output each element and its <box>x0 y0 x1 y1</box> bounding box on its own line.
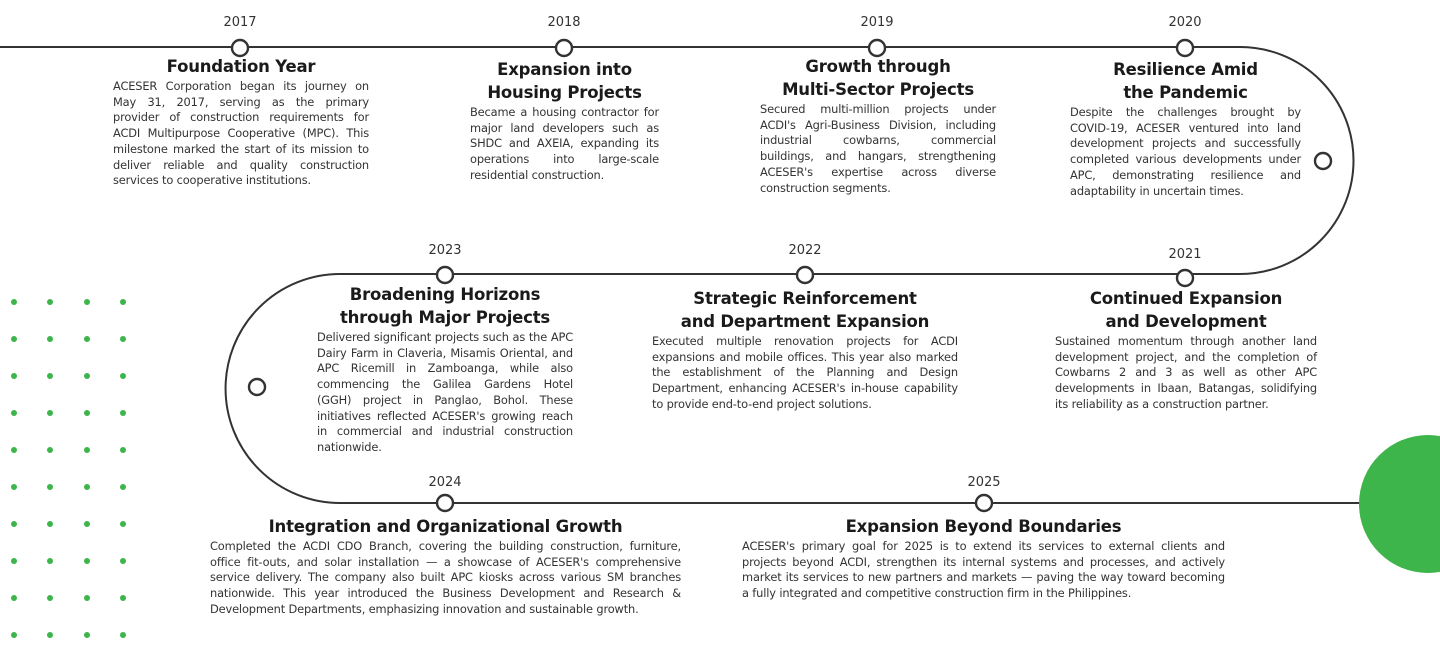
decorative-dot <box>84 299 90 305</box>
decorative-dot <box>120 484 126 490</box>
milestone-title: Resilience Amid the Pandemic <box>1113 60 1258 102</box>
year-label: 2023 <box>428 243 462 258</box>
decorative-dot <box>84 336 90 342</box>
node-arc-left <box>249 379 265 395</box>
milestone-title: Integration and Organizational Growth <box>268 517 623 536</box>
decorative-dot <box>84 558 90 564</box>
decorative-dot <box>11 410 17 416</box>
year-label: 2020 <box>1168 15 1202 30</box>
decorative-dot <box>11 336 17 342</box>
decorative-dot <box>11 632 17 638</box>
year-label: 2018 <box>547 15 581 30</box>
decorative-dot <box>120 632 126 638</box>
year-label: 2019 <box>860 15 894 30</box>
decorative-dot <box>47 410 53 416</box>
decorative-dot <box>11 373 17 379</box>
decorative-dot <box>47 521 53 527</box>
node-2019 <box>869 40 885 56</box>
milestone-description: ACESER's primary goal for 2025 is to extend its services to external clients and projects beyond ACDI, strengthen its internal systems and processes, and actively market its services to new partners and markets — paving the way toward becoming a fully integrated and competitive construction firm in the Philippines. <box>742 539 1225 601</box>
year-label: 2025 <box>967 475 1001 490</box>
milestone-description: Sustained momentum through another land development project, and the completion of Cowbarns 2 and 3 as well as other APC developments in Ibaan, Batangas, solidifying its reliability as a construction partner. <box>1055 334 1317 411</box>
decorative-dot <box>84 521 90 527</box>
node-2023 <box>437 267 453 283</box>
milestone-title: Expansion Beyond Boundaries <box>845 517 1122 536</box>
node-2024 <box>437 495 453 511</box>
milestone-2018 <box>470 58 659 184</box>
node-2021 <box>1177 270 1193 286</box>
milestone-title: Broadening Horizons through Major Projects <box>339 285 551 327</box>
milestone-2021 <box>1055 287 1317 413</box>
decorative-dot <box>11 521 17 527</box>
milestone-description: Executed multiple renovation projects for ACDI expansions and mobile offices. This year also marked the establishment of the Planning and Design Department, enhancing ACESER's in-house capability to provide end-to-end project solutions. <box>652 334 958 411</box>
decorative-dot <box>120 299 126 305</box>
decorative-dot <box>120 373 126 379</box>
decorative-dot <box>11 558 17 564</box>
milestone-2020 <box>1070 58 1301 199</box>
decorative-dot <box>120 595 126 601</box>
decorative-dot <box>120 336 126 342</box>
year-label: 2021 <box>1168 247 1202 262</box>
year-label: 2017 <box>223 15 257 30</box>
milestone-title: Expansion into Housing Projects <box>487 60 642 102</box>
node-arc-right <box>1315 153 1331 169</box>
decorative-dot <box>47 447 53 453</box>
decorative-dot <box>47 373 53 379</box>
decorative-dot <box>120 558 126 564</box>
decorative-dot <box>84 447 90 453</box>
milestone-2023 <box>317 283 573 456</box>
decorative-dot <box>84 410 90 416</box>
decorative-dot <box>84 595 90 601</box>
decorative-dot <box>11 484 17 490</box>
milestone-title: Growth through Multi-Sector Projects <box>782 57 974 99</box>
decorative-dot <box>120 447 126 453</box>
decorative-dot <box>47 558 53 564</box>
milestone-2025 <box>742 515 1225 602</box>
milestone-title: Strategic Reinforcement and Department Expansion <box>680 289 930 331</box>
milestone-description: Secured multi-million projects under ACDI's Agri-Business Division, including industrial cowbarns, commercial buildings, and hangars, strengthening ACESER's expertise across diverse construction segments. <box>760 102 996 195</box>
milestone-title: Foundation Year <box>166 57 316 76</box>
year-label: 2024 <box>428 475 462 490</box>
year-label: 2022 <box>788 243 822 258</box>
milestone-2019 <box>760 55 996 196</box>
decorative-dot <box>47 595 53 601</box>
milestone-description: Completed the ACDI CDO Branch, covering the building construction, furniture, office fit-outs, and solar installation — a showcase of ACESER's comprehensive service delivery. The company also built APC kiosks across various SM branches nationwide. This year introduced the Business Development and Research & Development Departments, emphasizing innovation and sustainable growth. <box>210 539 681 616</box>
milestone-2024 <box>210 515 681 618</box>
node-2018 <box>556 40 572 56</box>
decorative-dot <box>11 595 17 601</box>
decorative-dot <box>84 373 90 379</box>
decorative-dot <box>11 447 17 453</box>
milestone-description: Despite the challenges brought by COVID-19, ACESER ventured into land development projects and successfully completed various developments under APC, demonstrating resilience and adaptability in uncertain times. <box>1070 105 1301 198</box>
node-2022 <box>797 267 813 283</box>
milestone-description: Became a housing contractor for major land developers such as SHDC and AXEIA, expanding its operations into large-scale residential construction. <box>470 105 659 182</box>
milestone-2022 <box>652 287 958 413</box>
node-2017 <box>232 40 248 56</box>
milestone-description: ACESER Corporation began its journey on May 31, 2017, serving as the primary provider of construction requirements for ACDI Multipurpose Cooperative (MPC). This milestone marked the start of its mission to deliver reliable and quality construction services to cooperative institutions. <box>113 79 369 188</box>
decorative-dot <box>47 632 53 638</box>
decorative-dot <box>84 484 90 490</box>
milestone-title: Continued Expansion and Development <box>1089 289 1283 331</box>
milestone-description: Delivered significant projects such as the APC Dairy Farm in Claveria, Misamis Oriental, and APC Ricemill in Zamboanga, while also commencing the Galilea Gardens Hotel (GGH) project in Panglao, Bohol. These initiatives reflected ACESER's growing reach in commercial and industrial construction nationwide. <box>317 330 573 454</box>
node-2020 <box>1177 40 1193 56</box>
decorative-dot <box>120 521 126 527</box>
decorative-dot <box>120 410 126 416</box>
milestone-2017 <box>113 55 369 189</box>
node-2025 <box>976 495 992 511</box>
decorative-dot <box>47 484 53 490</box>
decorative-dot <box>11 299 17 305</box>
decorative-dot <box>47 336 53 342</box>
decorative-dot <box>47 299 53 305</box>
decorative-dot <box>84 632 90 638</box>
